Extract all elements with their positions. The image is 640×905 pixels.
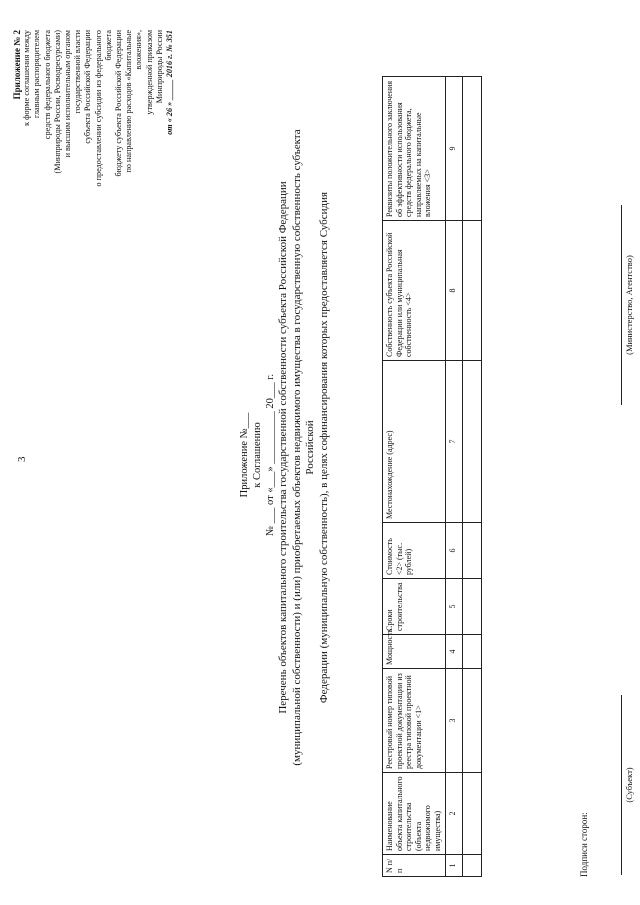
table-cell (462, 635, 481, 669)
table-cell (462, 773, 481, 855)
column-header: Сроки строительства (383, 579, 446, 635)
title-line: Федерации (муниципальную собственность), в целях софинансирования которых предоставляется Субсидия (317, 191, 330, 704)
column-number: 7 (445, 361, 462, 523)
document-title (277, 115, 331, 780)
column-number: 9 (445, 77, 462, 221)
objects-table (382, 76, 482, 877)
approval-line: утвержденной приказом (144, 30, 154, 115)
approval-line: и высшим исполнительным органом (63, 30, 73, 158)
table-row (462, 77, 481, 877)
annex-agreement: к Соглашению (252, 422, 263, 488)
column-number: 4 (445, 635, 462, 669)
column-header: Наименование объекта капитального строительства (объекта недвижимого имущества) (383, 773, 446, 855)
column-number: 2 (445, 773, 462, 855)
column-header: Реквизиты положительного заключения об эффективности использования средств федерального бюджета, направляемых на капитальные вложения <3> (383, 77, 446, 221)
table-cell (462, 523, 481, 579)
table-cell (462, 221, 481, 361)
approval-line: по направлению расходов «Капитальные вложения», (124, 30, 144, 173)
approval-line: (Минприроды России, Росводресурсами) (52, 30, 62, 174)
approval-line: средств федерального бюджета (42, 30, 52, 140)
table-cell (462, 579, 481, 635)
approval-line: субъекта Российской Федерации (83, 30, 93, 144)
column-number: 1 (445, 855, 462, 877)
subject-signature-line (611, 695, 622, 875)
subject-caption: (Субъект) (624, 767, 634, 803)
column-number: 8 (445, 221, 462, 361)
column-number: 3 (445, 669, 462, 773)
column-number: 6 (445, 523, 462, 579)
column-header: Местонахождение (адрес) (383, 361, 446, 523)
approval-title: Приложение № 2 (12, 30, 22, 100)
approval-line: о предоставлении субсидии из федерального бюджета (93, 30, 113, 187)
approval-line: Минприроды России (154, 30, 164, 104)
table-row (445, 77, 462, 877)
column-header: N п/п (383, 855, 446, 877)
ministry-signature-line (611, 205, 622, 405)
title-line: Перечень объектов капитального строительства государственной собственности субъекта Российской Федерации (277, 181, 289, 714)
table-cell (462, 77, 481, 221)
annex-date: № ___ от «___» __________ 20___ г. (265, 374, 276, 536)
page-number: 3 (16, 456, 28, 462)
table-cell (462, 669, 481, 773)
approval-date-line: от « 26 » _____ 2016 г. № 351 (165, 30, 175, 135)
approval-block (12, 30, 175, 205)
column-header: Стоимость <2> (тыс. рублей) (383, 523, 446, 579)
table-cell (462, 855, 481, 877)
column-header: Реестровый номер типовой проектной документации из реестра типовой проектной документации <1> (383, 669, 446, 773)
annex-number: Приложение №___ (239, 412, 250, 498)
approval-line: к форме соглашения между (22, 30, 32, 126)
table-header-row (383, 77, 446, 877)
approval-line: государственной власти (73, 30, 83, 114)
approval-line: главным распорядителем (32, 30, 42, 118)
signatures-label: Подписи сторон: (579, 812, 589, 877)
annex-header (238, 305, 277, 605)
title-line: (муниципальной собственности) и (или) приобретаемых объектов недвижимого имущества в государственную собственность субъекта Российской (290, 129, 316, 766)
column-header: Собственность субъекта Российской Федерации или муниципальная собственность <4> (383, 221, 446, 361)
ministry-caption: (Министерство, Агентство) (624, 255, 634, 355)
table-cell (462, 361, 481, 523)
column-header: Мощность (383, 635, 446, 669)
column-number: 5 (445, 579, 462, 635)
approval-line: бюджету субъекта Российской Федерации (114, 30, 124, 177)
